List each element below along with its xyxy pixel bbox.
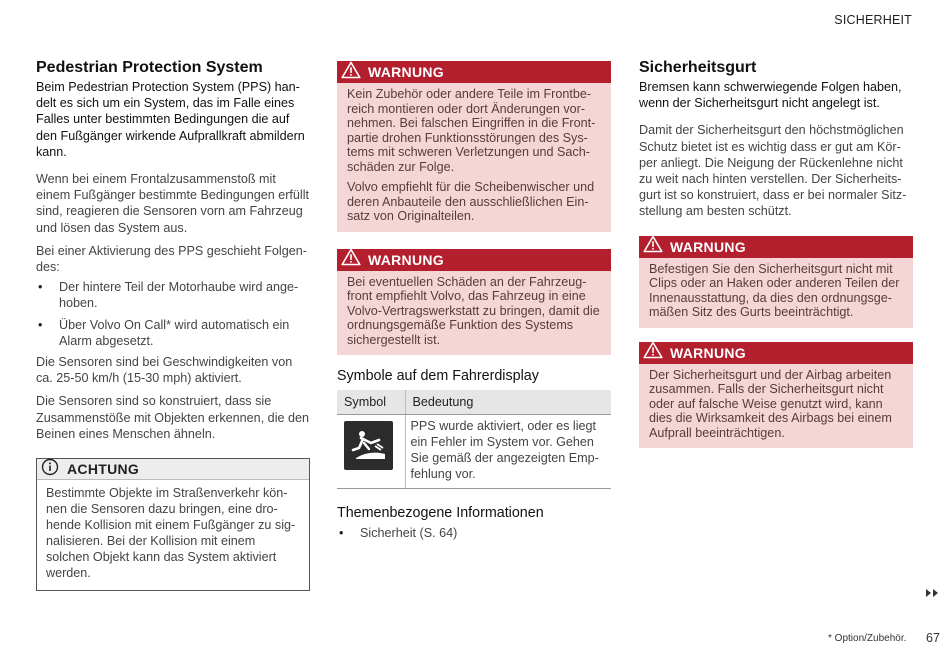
pps-paragraph-4: Die Sensoren sind so konstruiert, dass sie Zusammenstöße mit Objekten erkennen, die den Beinen eines Menschen ähneln. bbox=[36, 394, 310, 441]
warning-box-airbag bbox=[639, 342, 913, 449]
warning-triangle-icon bbox=[643, 235, 663, 258]
column-warnings-symbols bbox=[337, 4, 611, 546]
pps-bullet-list bbox=[36, 279, 310, 349]
caution-box bbox=[36, 458, 310, 591]
warning-triangle-icon bbox=[341, 248, 361, 271]
related-link[interactable]: • Sicherheit (S. 64) bbox=[337, 525, 611, 541]
warning-header bbox=[639, 342, 913, 364]
warning-text: Volvo empfiehlt für die Scheibenwischer und deren Anbauteile den ausschließlichen Ein-satz von Originalteilen. bbox=[347, 180, 595, 223]
pps-paragraph-1: Wenn bei einem Frontalzusammenstoß mit einem Fußgänger bestimmte Bedingungen erfüllt sind, reagieren die Sensoren vorn am Fahrzeug und lösen das System aus. bbox=[36, 172, 310, 235]
list-item: • Der hintere Teil der Motorhaube wird ange-hoben. bbox=[36, 279, 310, 311]
caution-header bbox=[37, 459, 309, 480]
warning-text: Bei eventuellen Schäden an der Fahrzeug-front empfiehlt Volvo, das Fahrzeug in eine Volvo-Vertragswerkstatt zu bringen, damit die ordnungsgemäße Funktion des Systems sichergestellt ist. bbox=[347, 274, 600, 347]
warning-title: WARNUNG bbox=[368, 64, 444, 80]
related-info-title: Themenbezogene Informationen bbox=[337, 505, 544, 521]
section-header: SICHERHEIT bbox=[834, 13, 912, 27]
symbols-title: Symbole auf dem Fahrerdisplay bbox=[337, 368, 539, 384]
warning-box-clips bbox=[639, 236, 913, 328]
warning-text: Der Sicherheitsgurt und der Airbag arbeiten zusammen. Falls der Sicherheitsgurt nicht oder auf falsche Weise genutzt wird, kann dies die Wirksamkeit des Airbags bei einem Aufprall beeinträchtigen. bbox=[649, 367, 892, 440]
related-info-list bbox=[337, 525, 611, 541]
pps-paragraph-2: Bei einer Aktivierung des PPS geschieht Folgen-des: bbox=[36, 243, 307, 275]
table-row bbox=[337, 415, 611, 489]
info-circle-icon bbox=[41, 458, 59, 481]
column-seatbelt bbox=[639, 57, 913, 448]
footnote: * Option/Zubehör. bbox=[828, 633, 907, 644]
symbols-table bbox=[337, 390, 611, 489]
table-header-symbol: Symbol bbox=[337, 390, 405, 415]
seatbelt-paragraph: Damit der Sicherheitsgurt den höchstmöglichen Schutz bietet ist es wichtig dass er gut am Kör-per anliegt. Die Neigung der Rückenlehne nicht zu weit nach hinten verstellen. Der Sicherheits-gurt ist so konstruiert, dass er bei normaler Sitz-stellung am besten schützt. bbox=[639, 123, 907, 219]
table-header-row bbox=[337, 390, 611, 415]
seatbelt-title: Sicherheitsgurt bbox=[639, 59, 757, 76]
warning-box-front bbox=[337, 61, 611, 232]
warning-text: Kein Zubehör oder andere Teile im Frontbe-reich montieren oder dort Änderungen vor-nehmen. Bei falschen Eingriffen in die Front-partie drohen Funktionsstörungen des Sys-tems mit schweren Verletzungen und Sach-schäden zur Folge. bbox=[347, 87, 596, 174]
table-cell-meaning: PPS wurde aktiviert, oder es liegt ein Fehler im System vor. Gehen Sie gemäß der angezeigten Emp-fehlung vor. bbox=[405, 415, 611, 489]
warning-text: Befestigen Sie den Sicherheitsgurt nicht mit Clips oder an Haken oder anderen Teilen der Innenausstattung, da dies den ordnungsge-mäßen Sitz des Gurts beeinträchtigt. bbox=[649, 261, 900, 320]
double-chevron-right-icon[interactable] bbox=[925, 587, 941, 601]
caution-title: ACHTUNG bbox=[67, 461, 140, 478]
warning-title: WARNUNG bbox=[670, 238, 746, 255]
warning-triangle-icon bbox=[341, 61, 361, 84]
warning-title: WARNUNG bbox=[670, 344, 746, 361]
column-pps bbox=[36, 57, 310, 591]
table-header-meaning: Bedeutung bbox=[405, 390, 611, 415]
warning-header bbox=[639, 236, 913, 258]
caution-text: Bestimmte Objekte im Straßenverkehr kön-nen die Sensoren dazu bringen, eine dro-hende Kollision mit einem Fußgänger zu sig-nalisieren. Bei der Kollision mit einem solchen Objekt kann das System aktiviert werden. bbox=[46, 486, 296, 581]
pps-intro: Beim Pedestrian Protection System (PPS) han-delt es sich um ein System, das im Falle eines Falles unter bestimmten Bedingungen die auf den Fußgänger wirkende Aufprallkraft abmildern kann. bbox=[36, 80, 305, 159]
list-item: • Über Volvo On Call* wird automatisch ein Alarm abgesetzt. bbox=[36, 317, 310, 349]
pps-paragraph-3: Die Sensoren sind bei Geschwindigkeiten von ca. 25-50 km/h (15-30 mph) aktiviert. bbox=[36, 355, 293, 386]
page-number: 67 bbox=[926, 631, 940, 645]
warning-box-damage bbox=[337, 249, 611, 356]
warning-triangle-icon bbox=[643, 341, 663, 364]
pedestrian-protection-icon bbox=[344, 421, 393, 470]
warning-header bbox=[337, 61, 611, 83]
table-cell-symbol bbox=[337, 415, 405, 489]
seatbelt-intro: Bremsen kann schwerwiegende Folgen haben, wenn der Sicherheitsgurt nicht angelegt ist. bbox=[639, 80, 902, 111]
pps-title: Pedestrian Protection System bbox=[36, 59, 263, 76]
warning-header bbox=[337, 249, 611, 271]
warning-title: WARNUNG bbox=[368, 251, 444, 268]
